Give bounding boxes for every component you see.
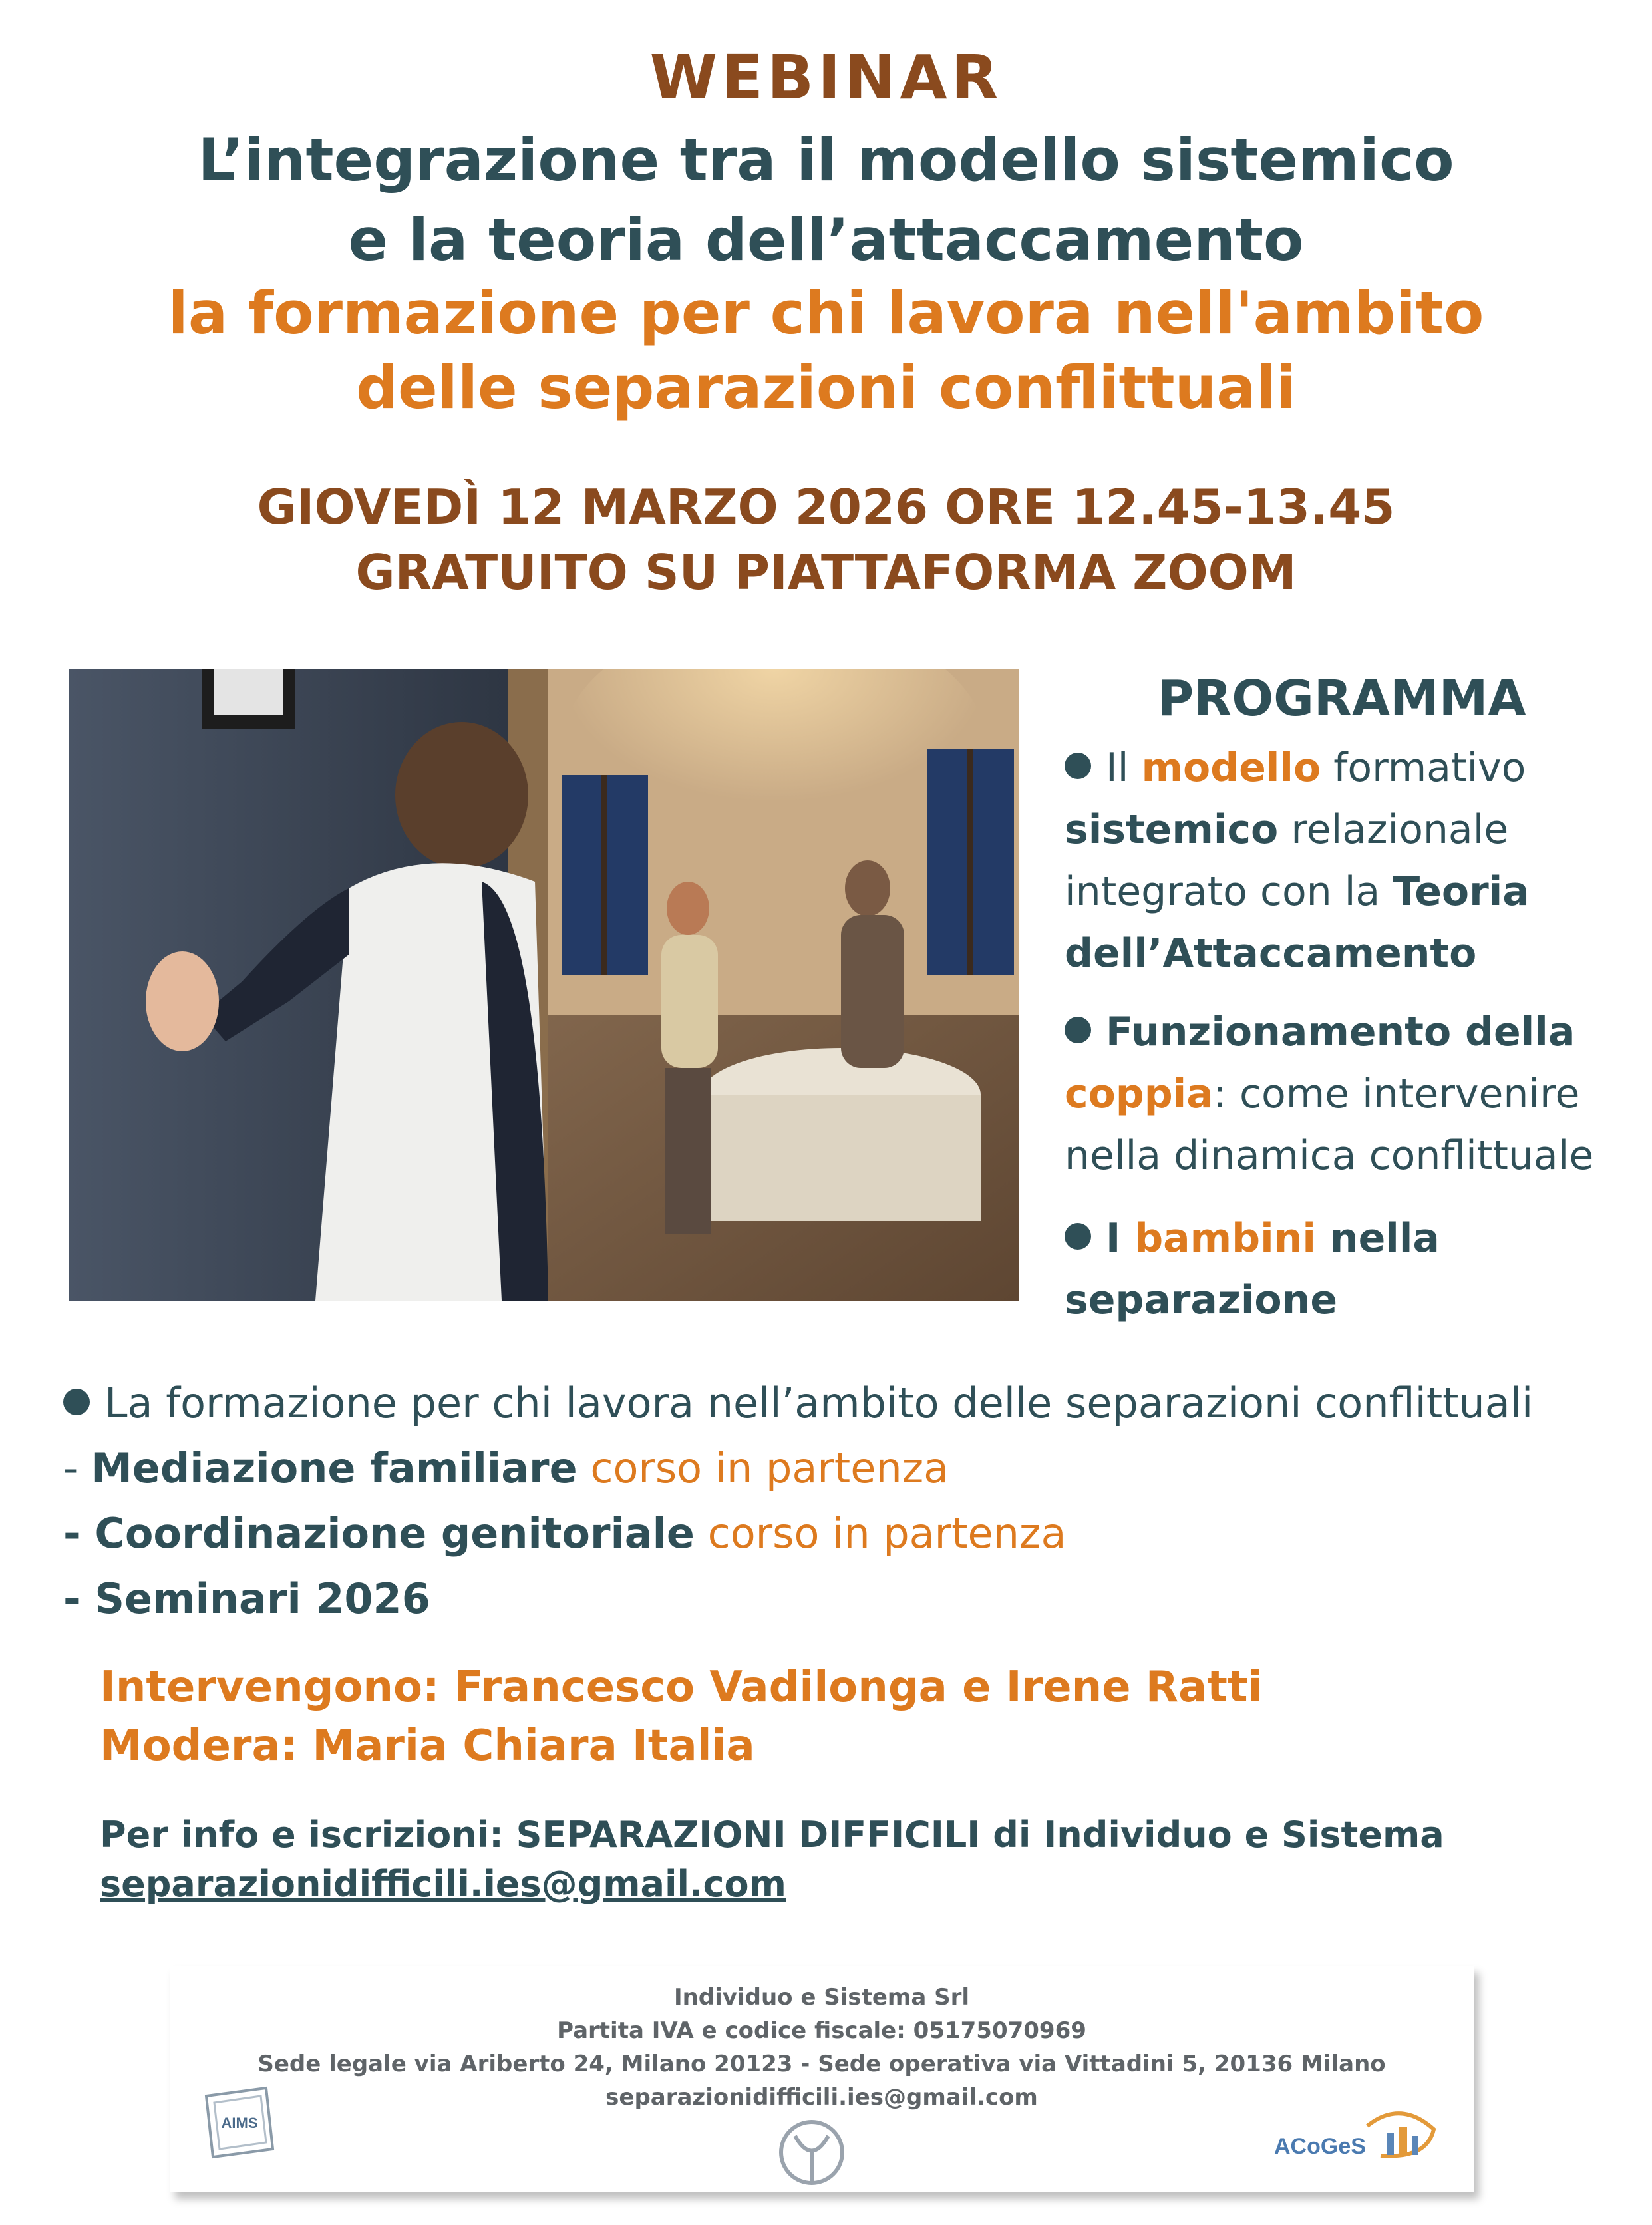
info-email-link[interactable]: separazionidifficili.ies@gmail.com <box>100 1863 786 1905</box>
event-platform: GRATUITO SU PIATTAFORMA ZOOM <box>355 544 1297 600</box>
info-line: Per info e iscrizioni: SEPARAZIONI DIFFICILI di Individuo e Sistema <box>100 1814 1444 1856</box>
text-highlight: bambini <box>1134 1215 1316 1262</box>
text-bold: nella <box>1315 1215 1440 1262</box>
acoges-logo <box>1267 2099 1440 2172</box>
svg-text:AIMS: AIMS <box>221 2115 258 2131</box>
text-highlight: coppia <box>1065 1071 1214 1117</box>
programma-item-1 <box>1065 737 1610 985</box>
text-bold: Funzionamento della <box>1106 1009 1575 1055</box>
webinar-kicker: WEBINAR <box>649 42 1003 113</box>
title-line-2: e la teoria dell’attaccamento <box>348 206 1304 274</box>
footer-company: Individuo e Sistema Srl <box>673 1984 970 2011</box>
text: relazionale <box>1278 806 1509 853</box>
acoges-logo-text: ACoGeS <box>1274 2134 1366 2159</box>
bullet-icon <box>63 1389 90 1415</box>
text: La formazione per chi lavora nell’ambito delle separazioni conflittuali <box>104 1379 1534 1427</box>
text: integrato con la <box>1065 868 1393 915</box>
course-status: corso in partenza <box>577 1444 949 1492</box>
text: formativo <box>1321 745 1526 791</box>
event-date: GIOVEDÌ 12 MARZO 2026 ORE 12.45-13.45 <box>257 479 1395 535</box>
dash: - <box>63 1509 95 1558</box>
scene-photo <box>69 669 1019 1301</box>
text-bold: I <box>1106 1215 1135 1262</box>
text: Il <box>1106 745 1142 791</box>
speakers-line: Intervengono: Francesco Vadilonga e Irene Ratti <box>100 1663 1263 1712</box>
course-label: Seminari 2026 <box>94 1574 430 1623</box>
bullet-icon <box>1065 1017 1091 1043</box>
text: : come intervenire <box>1213 1071 1580 1117</box>
bullet-icon <box>1065 753 1091 779</box>
text: nella dinamica conflittuale <box>1065 1132 1594 1179</box>
text-bold: sistemico <box>1065 806 1279 853</box>
formazione-intro <box>63 1371 1647 1436</box>
aims-logo <box>200 2083 279 2162</box>
text-bold: dell’Attaccamento <box>1065 930 1477 977</box>
dash: - <box>63 1574 95 1623</box>
formazione-item <box>63 1436 1647 1501</box>
footer-email: separazionidifficili.ies@gmail.com <box>605 2084 1038 2111</box>
programma-title: PROGRAMMA <box>1158 670 1526 727</box>
formazione-item <box>63 1566 1647 1631</box>
programma-item-2 <box>1065 1001 1610 1187</box>
formazione-item <box>63 1501 1647 1566</box>
text-bold: separazione <box>1065 1277 1338 1323</box>
course-label: Mediazione familiare <box>91 1444 578 1492</box>
text-highlight: modello <box>1141 745 1321 791</box>
title-line-1: L’integrazione tra il modello sistemico <box>198 126 1454 194</box>
bullet-icon <box>1065 1223 1091 1250</box>
footer-address: Sede legale via Ariberto 24, Milano 20123 - Sede operativa via Vittadini 5, 20136 Milano <box>257 2051 1386 2077</box>
subtitle-line-1: la formazione per chi lavora nell'ambito <box>168 279 1484 347</box>
programma-item-3 <box>1065 1208 1610 1331</box>
moderator-line: Modera: Maria Chiara Italia <box>100 1721 755 1771</box>
footer-vat: Partita IVA e codice fiscale: 05175070969 <box>557 2017 1086 2044</box>
text-bold: Teoria <box>1393 868 1530 915</box>
course-label: Coordinazione genitoriale <box>94 1509 695 1558</box>
course-status: corso in partenza <box>694 1509 1067 1558</box>
footer-card <box>170 1966 1474 2192</box>
dash: - <box>63 1444 92 1492</box>
subtitle-line-2: delle separazioni conflittuali <box>356 353 1296 422</box>
center-emblem-logo <box>775 2116 848 2189</box>
